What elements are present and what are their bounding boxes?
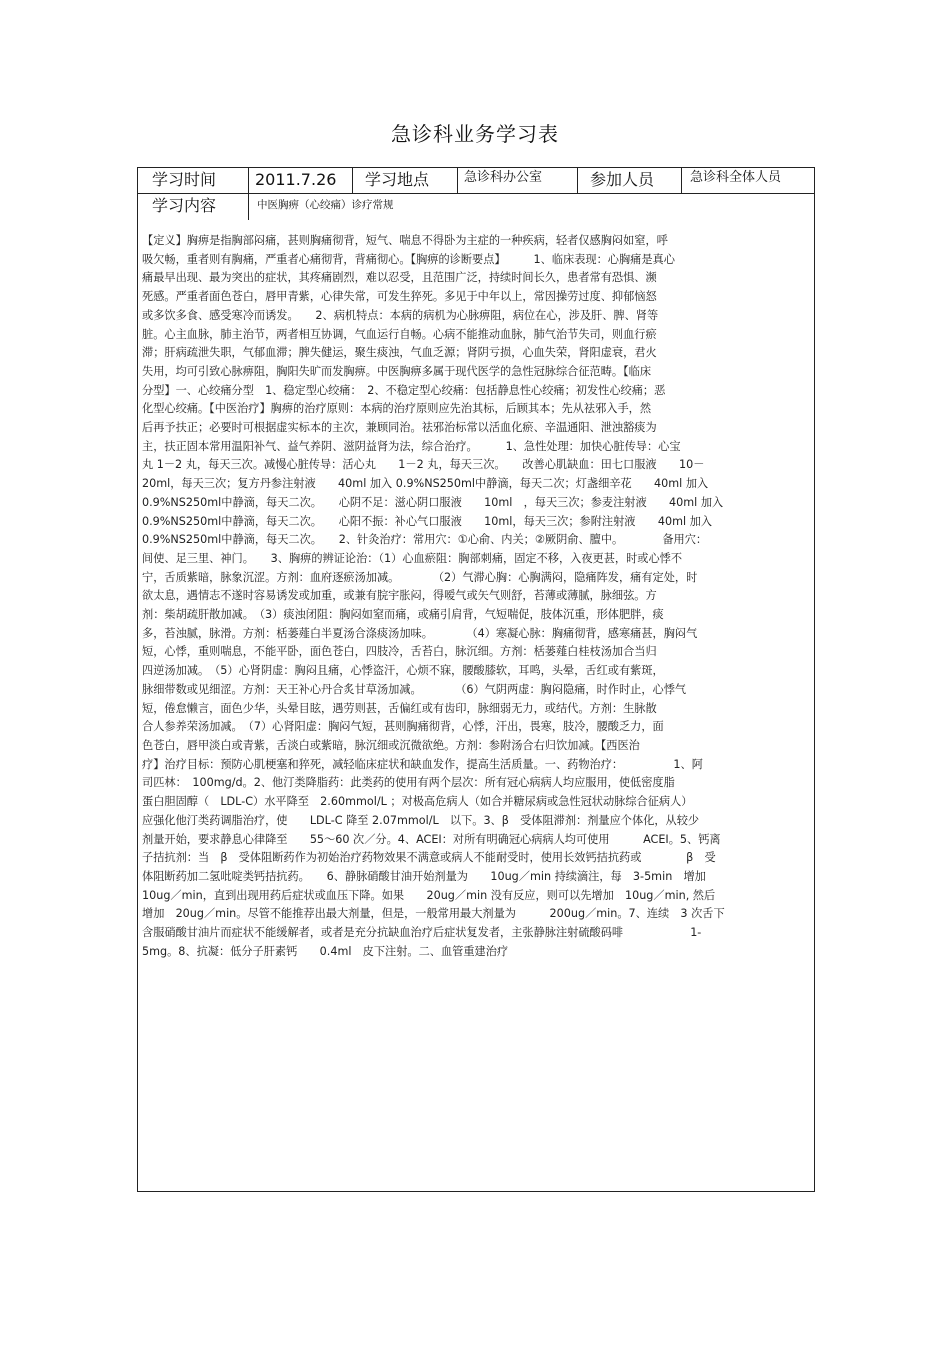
page-title: 急诊科业务学习表: [391, 122, 559, 146]
place-label: 学习地点: [353, 168, 458, 193]
content-line: 0.9%NS250ml中静滴，每天二次。 2、针灸治疗：常用穴：①心俞、内关；②厥阴俞、膻中。 备用穴：: [142, 533, 708, 547]
content-line: 脏。心主血脉，肺主治节，两者相互协调，气血运行自畅。心病不能推动血脉，肺气治节失司，则血行瘀: [142, 327, 657, 341]
content-line: 吸欠畅，重者则有胸痛，严重者心痛彻背，背痛彻心。【胸痹的诊断要点】 1、临床表现：心胸痛是真心: [142, 252, 675, 266]
time-value: 2011.7.26: [249, 168, 353, 193]
content-line: 20ml，每天三次；复方丹参注射液 40ml 加入 0.9%NS250ml中静滴，每天二次；灯盏细辛花 40ml 加入: [142, 477, 709, 491]
content-line: 剂：柴胡疏肝散加减。 （3）痰浊闭阻：胸闷如窒而痛，或痛引肩背，气短喘促，肢体沉重，形体肥胖，痰: [142, 608, 664, 622]
content-line: 短，心悸，重则喘息，不能平卧，面色苍白，四肢冷，舌苔白，脉沉细。方剂：栝蒌薤白桂枝汤加合当归: [142, 645, 657, 659]
content-line: 10ug／min，直到出现用药后症状或血压下降。如果 20ug／min 没有反应，则可以先增加 10ug／min, 然后: [142, 888, 716, 902]
content-value: 中医胸痹（心绞痛）诊疗常规: [257, 199, 394, 211]
content-line: 或多饮多食、感受寒冷而诱发。 2、病机特点：本病的病机为心脉痹阻，病位在心，涉及肝、脾、肾等: [142, 308, 659, 322]
header-row: [138, 168, 814, 194]
content-line: 丸 1－2 丸，每天三次。减慢心脏传导：活心丸 1－2 丸，每天三次。 改善心肌缺血：田七口服液 10－: [142, 458, 705, 472]
content-line: 宁，舌质紫暗，脉象沉涩。方剂：血府逐瘀汤加减。 （2）气滞心胸：心胸满闷，隐痛阵发，痛有定处，时: [142, 570, 698, 584]
content-line: 痛最早出现、最为突出的症状，其疼痛剧烈，难以忍受，且范围广泛，持续时间长久，患者常有恐惧、濒: [142, 271, 657, 285]
content-line: 后再予扶正；必要时可根据虚实标本的主次，兼顾同治。祛邪治标常以活血化瘀、辛温通阳、泄浊豁痰为: [142, 421, 657, 435]
study-content-text: [142, 232, 797, 961]
content-line: 化型心绞痛。【中医治疗】胸痹的治疗原则：本病的治疗原则应先治其标，后顾其本；先从祛邪入手，然: [142, 402, 652, 416]
content-line: 0.9%NS250ml中静滴，每天二次。 心阴不足：滋心阴口服液 10ml ，每天三次；参麦注射液 40ml 加入: [142, 495, 724, 509]
content-label: 学习内容: [138, 194, 249, 220]
content-line: 欲太息，遇情志不遂时容易诱发或加重，或兼有脘宇胀闷，得嗳气或矢气则舒，苔薄或薄腻，脉细弦。方: [142, 589, 657, 603]
content-line: 含服硝酸甘油片而症状不能缓解者，或者是充分抗缺血治疗后症状复发者，主张静脉注射硫酸码啡 1-: [142, 926, 702, 940]
content-line: 脉细带数或见细涩。方剂：天王补心丹合炙甘草汤加减。 （6）气阴两虚：胸闷隐痛，时作时止，心悸气: [142, 682, 687, 696]
content-line: 分型】一、心绞痛分型 1、稳定型心绞痛： 2、不稳定型心绞痛：包括静息性心绞痛；初发性心绞痛；恶: [142, 383, 666, 397]
people-value: 急诊科全体人员: [690, 170, 782, 185]
content-line: 0.9%NS250ml中静滴，每天二次。 心阳不振：补心气口服液 10ml，每天三次；参附注射液 40ml 加入: [142, 514, 713, 528]
time-label: 学习时间: [138, 168, 249, 193]
content-line: 短，倦怠懒言，面色少华，头晕目眩，遇劳则甚，舌偏红或有齿印，脉细弱无力，或结代。方剂：生脉散: [142, 701, 657, 715]
content-line: 死感。严重者面色苍白，唇甲青紫，心律失常，可发生猝死。多见于中年以上，常因操劳过度、抑郁恼怒: [142, 290, 657, 304]
content-line: 剂量开始，要求静息心律降至 55～60 次／分。4、ACEI：对所有明确冠心病病人均可使用 ACEI。5、钙离: [142, 832, 721, 846]
content-line: 蛋白胆固醇（ LDL-C）水平降至 2.60mmol/L ；对极高危病人（如合并糖尿病或急性冠状动脉综合征病人）: [142, 795, 693, 809]
content-line: 多，苔浊腻，脉滑。方剂：栝蒌薤白半夏汤合涤痰汤加味。 （4）寒凝心脉：胸痛彻背，感寒痛甚，胸闷气: [142, 626, 698, 640]
content-line: 失用，均可引致心脉痹阻，胸阳失旷而发胸痹。中医胸痹多属于现代医学的急性冠脉综合征范畴。【临床: [142, 364, 652, 378]
content-line: 应强化他汀类药调脂治疗，使 LDL-C 降至 2.07mmol/L 以下。3、β 受体阻滞剂：剂量应个体化，从较少: [142, 813, 700, 827]
study-form-table: [137, 167, 815, 1192]
content-line: 主，扶正固本常用温阳补气、益气养阴、滋阴益肾为法，综合治疗。 1、急性处理：加快心脏传导：心宝: [142, 439, 681, 453]
content-line: 色苍白，唇甲淡白或青紫，舌淡白或紫暗，脉沉细或沉微欲绝。方剂：参附汤合右归饮加减。【西医治: [142, 738, 640, 752]
content-row: [138, 194, 814, 220]
content-line: 合人参养荣汤加减。 （7）心肾阳虚：胸闷气短，甚则胸痛彻背，心悸，汗出，畏寒，肢冷，腰酸乏力，面: [142, 720, 664, 734]
content-line: 间使、足三里、神门。 3、胸痹的辨证论治：（1）心血瘀阻：胸部刺痛，固定不移，入夜更甚，时或心悸不: [142, 551, 683, 565]
people-label: 参加人员: [578, 168, 682, 193]
content-line: 体阻断药加二氢吡啶类钙拮抗药。 6、静脉硝酸甘油开始剂量为 10ug／min 持续滴注，每 3-5min 增加: [142, 869, 706, 883]
content-line: 增加 20ug／min。尽管不能推荐出最大剂量，但是，一般常用最大剂量为 200ug／min。7、连续 3 次舌下: [142, 907, 725, 921]
content-line: 滞；肝病疏泄失职，气郁血滞；脾失健运，聚生痰浊，气血乏源；肾阴亏损，心血失荣，肾阳虚衰，君火: [142, 346, 657, 360]
place-value: 急诊科办公室: [458, 168, 578, 193]
content-line: 四逆汤加减。 （5）心肾阴虚：胸闷且痛，心悸盗汗，心烦不寐，腰酸膝软，耳鸣，头晕，舌红或有紫斑，: [142, 664, 664, 678]
content-line: 子拮抗剂：当 β 受体阻断药作为初始治疗药物效果不满意或病人不能耐受时，使用长效钙拮抗药或 β 受: [142, 851, 716, 865]
content-line: 司匹林： 100mg/d。2、他汀类降脂药：此类药的使用有两个层次：所有冠心病病人均应服用，使低密度脂: [142, 776, 675, 790]
content-line: 5mg。8、抗凝：低分子肝素钙 0.4ml 皮下注射。二、血管重建治疗: [142, 944, 509, 958]
content-line: 【定义】胸痹是指胸部闷痛，甚则胸痛彻背，短气、喘息不得卧为主症的一种疾病，轻者仅感胸闷如窒，呼: [142, 234, 668, 247]
content-line: 疗】治疗目标：预防心肌梗塞和猝死，减轻临床症状和缺血发作，提高生活质量。一、药物治疗： 1、阿: [142, 757, 703, 771]
